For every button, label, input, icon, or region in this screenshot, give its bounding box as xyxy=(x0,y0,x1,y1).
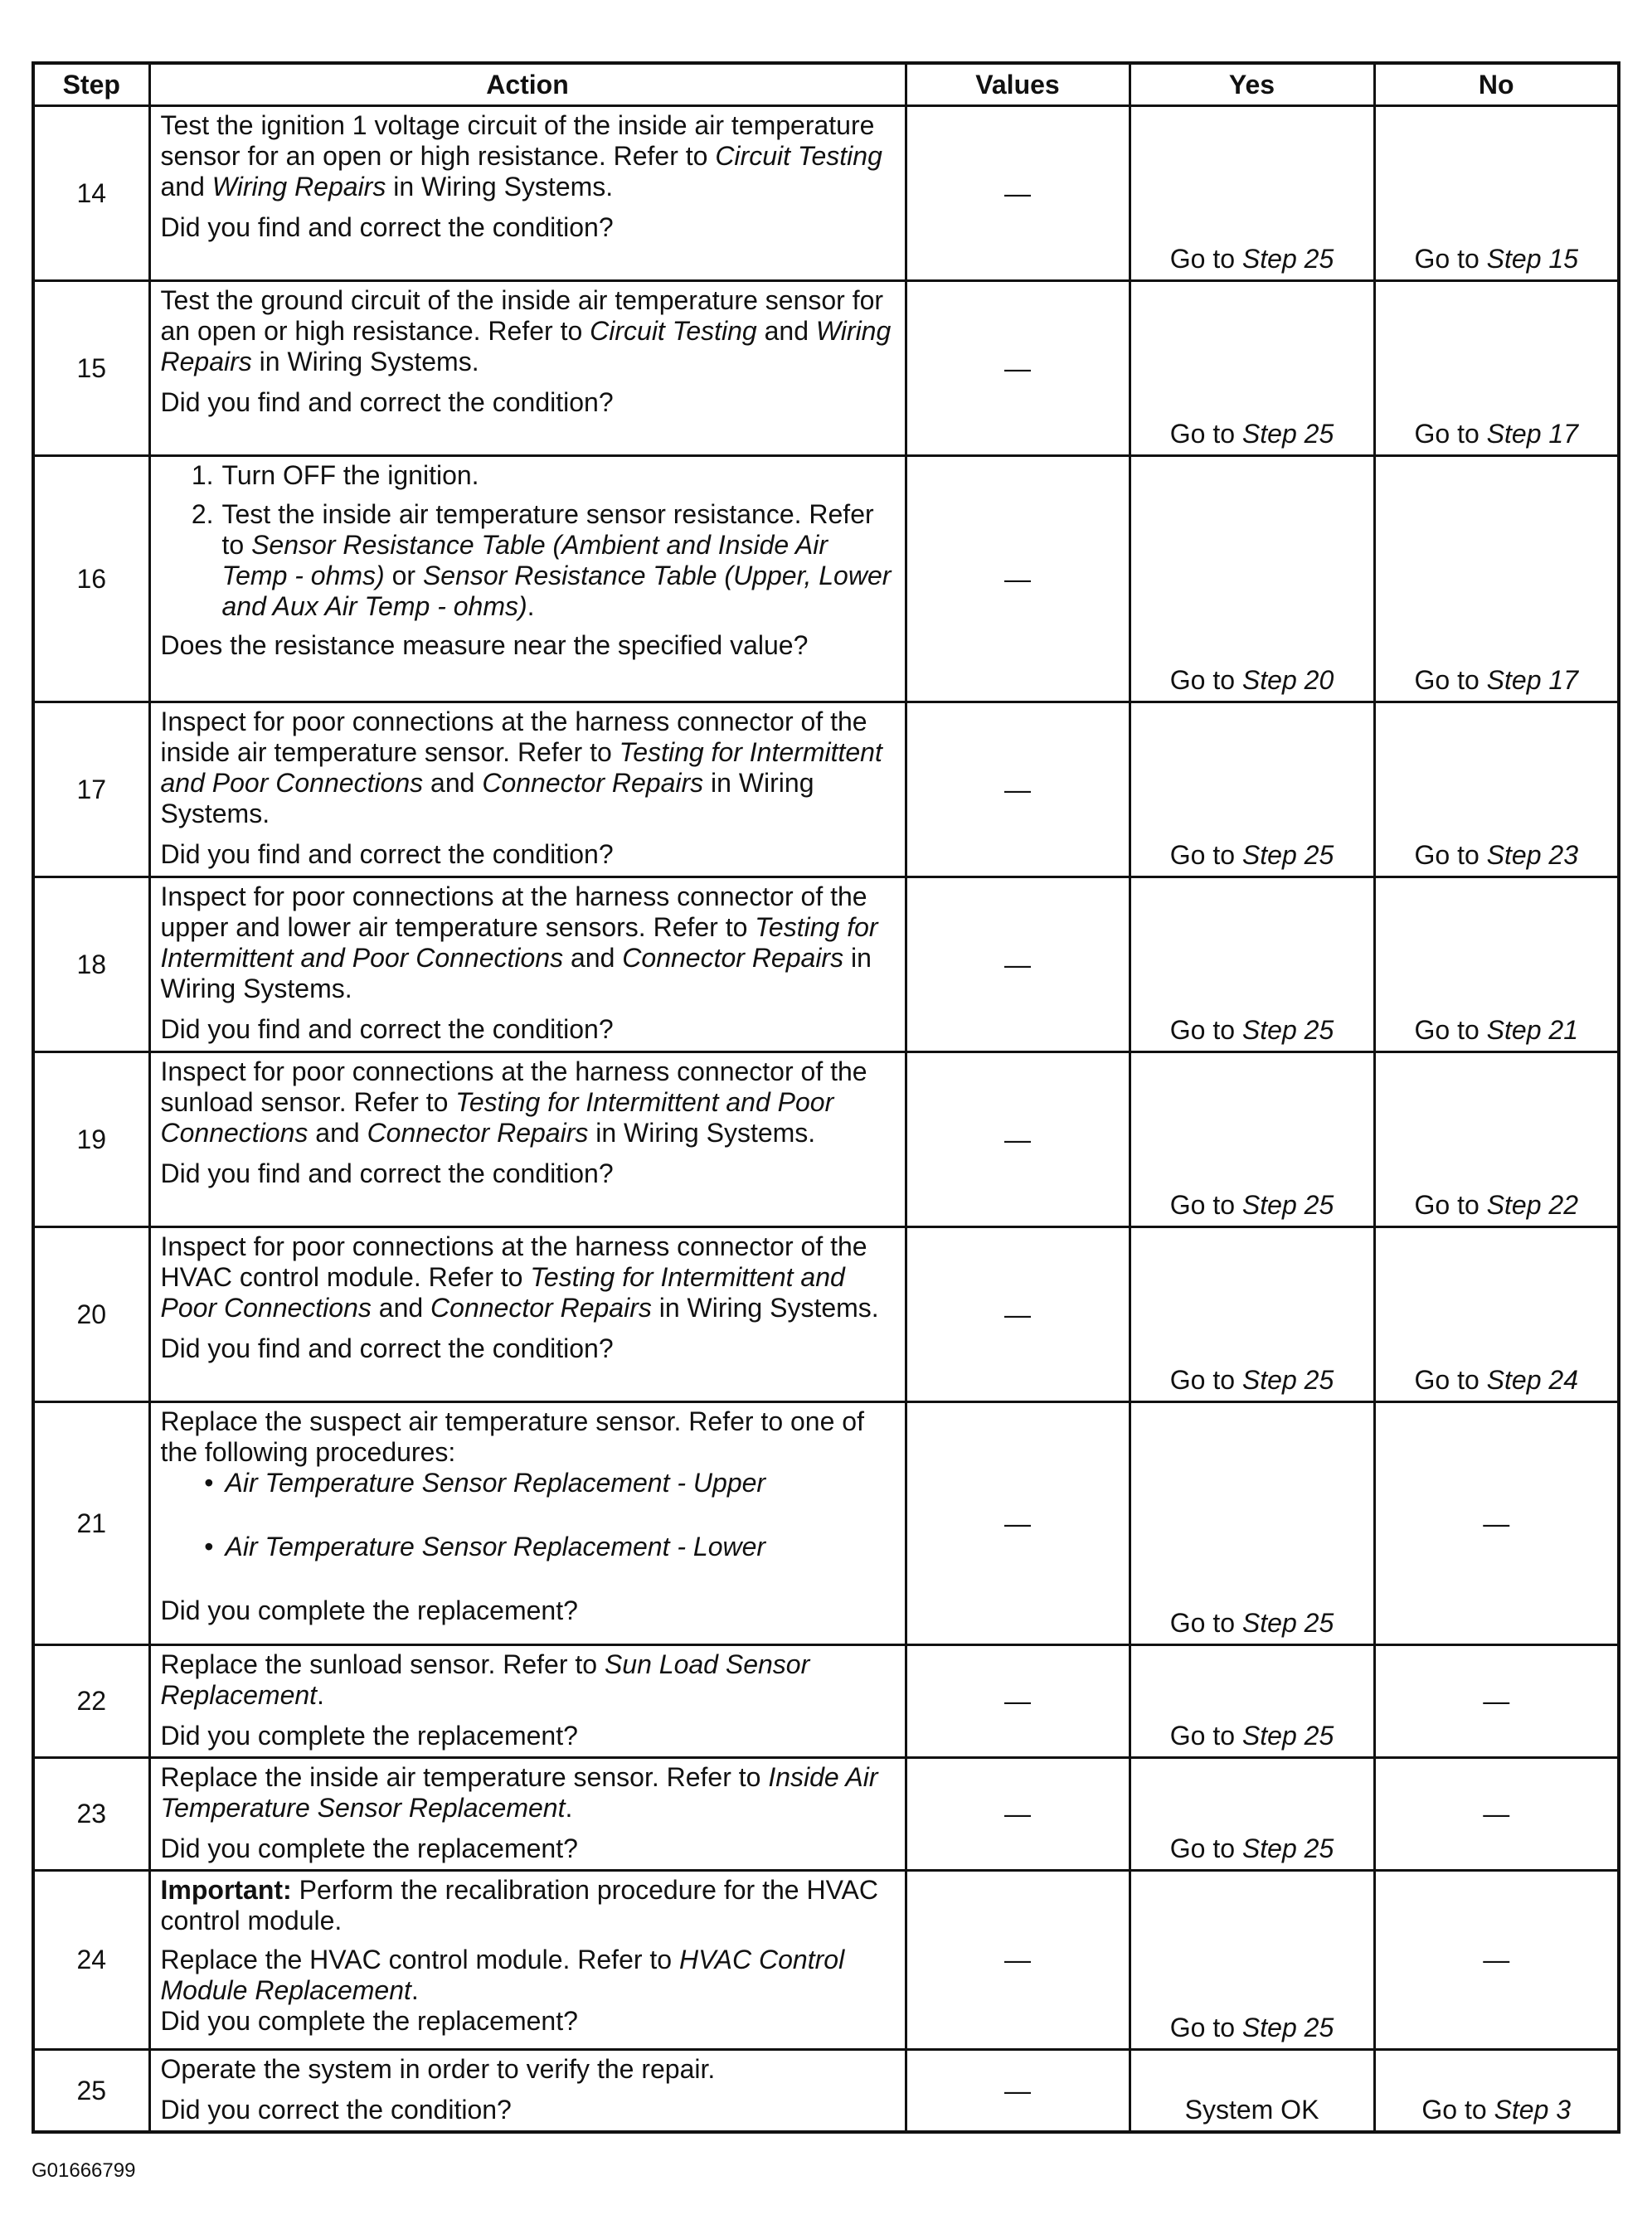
diagnostic-table xyxy=(32,61,1620,2134)
table-row xyxy=(33,456,1619,702)
value-cell: — xyxy=(906,877,1130,1052)
no-cell: Go to Step 22 xyxy=(1374,1052,1619,1227)
action-cell xyxy=(149,281,906,456)
table-row xyxy=(33,877,1619,1052)
no-cell: Go to Step 15 xyxy=(1374,106,1619,281)
step-number: 16 xyxy=(33,456,149,702)
yes-cell: Go to Step 25 xyxy=(1130,1645,1374,1758)
yes-cell: Go to Step 20 xyxy=(1130,456,1374,702)
action-question: Did you complete the replacement? xyxy=(160,1721,578,1751)
no-cell: — xyxy=(1374,1402,1619,1645)
value-cell: — xyxy=(906,456,1130,702)
list-item: 2. Test the inside air temperature sensor resistance. Refer to Sensor Resistance Table (Ambient and Inside Air Temp - ohms) or Sensor Resistance Table (Upper, Lower and Aux Air Temp - ohms). xyxy=(191,499,892,621)
table-row xyxy=(33,1227,1619,1402)
action-text: Test the ignition 1 voltage circuit of the inside air temperature sensor for an open or high resistance. Refer to Circuit Testing and Wiring Repairs in Wiring Systems. xyxy=(160,110,882,202)
yes-cell: Go to Step 25 xyxy=(1130,106,1374,281)
no-cell: Go to Step 23 xyxy=(1374,702,1619,877)
no-cell: Go to Step 21 xyxy=(1374,877,1619,1052)
yes-cell: Go to Step 25 xyxy=(1130,1402,1374,1645)
yes-cell: Go to Step 25 xyxy=(1130,1871,1374,2050)
table-row xyxy=(33,1402,1619,1645)
list-item: • Air Temperature Sensor Replacement - Upper xyxy=(204,1468,766,1498)
action-question: Did you find and correct the condition? xyxy=(160,839,614,869)
yes-cell: Go to Step 25 xyxy=(1130,702,1374,877)
value-cell: — xyxy=(906,106,1130,281)
value-cell: — xyxy=(906,1052,1130,1227)
action-cell xyxy=(149,1645,906,1758)
yes-cell: Go to Step 25 xyxy=(1130,1758,1374,1871)
yes-cell: System OK xyxy=(1130,2050,1374,2133)
value-cell: — xyxy=(906,281,1130,456)
action-text: Replace the HVAC control module. Refer to HVAC Control Module Replacement. xyxy=(160,1945,845,2005)
action-cell xyxy=(149,456,906,702)
numbered-steps xyxy=(161,460,895,622)
header-no: No xyxy=(1374,63,1619,106)
table-row xyxy=(33,281,1619,456)
header-yes: Yes xyxy=(1130,63,1374,106)
yes-cell: Go to Step 25 xyxy=(1130,1052,1374,1227)
step-number: 15 xyxy=(33,281,149,456)
action-text: Inspect for poor connections at the harness connector of the HVAC control module. Refer to Testing for Intermittent and Poor Connections and Connector Repairs in Wiring Systems. xyxy=(160,1231,879,1323)
action-text: Test the ground circuit of the inside air temperature sensor for an open or high resistance. Refer to Circuit Testing and Wiring Repairs in Wiring Systems. xyxy=(160,285,892,376)
table-row xyxy=(33,1758,1619,1871)
action-text: Inspect for poor connections at the harness connector of the sunload sensor. Refer to Testing for Intermittent and Poor Connections and Connector Repairs in Wiring Systems. xyxy=(160,1056,867,1148)
action-text: Inspect for poor connections at the harness connector of the upper and lower air temperature sensors. Refer to Testing for Intermittent and Poor Connections and Connector Repairs in Wiring Systems. xyxy=(160,881,878,1003)
value-cell: — xyxy=(906,2050,1130,2133)
table-row xyxy=(33,1871,1619,2050)
table-row xyxy=(33,1645,1619,1758)
no-cell: — xyxy=(1374,1871,1619,2050)
yes-cell: Go to Step 25 xyxy=(1130,1227,1374,1402)
value-cell: — xyxy=(906,1871,1130,2050)
value-cell: — xyxy=(906,1402,1130,1645)
step-number: 20 xyxy=(33,1227,149,1402)
action-question: Did you find and correct the condition? xyxy=(160,212,614,242)
action-text: Inspect for poor connections at the harness connector of the inside air temperature sensor. Refer to Testing for Intermittent and Poor Connections and Connector Repairs in Wiring Systems. xyxy=(160,707,882,828)
value-cell: — xyxy=(906,1758,1130,1871)
no-cell: Go to Step 17 xyxy=(1374,456,1619,702)
table-row xyxy=(33,1052,1619,1227)
list-item: • Air Temperature Sensor Replacement - Lower xyxy=(204,1532,766,1561)
action-text: Operate the system in order to verify the repair. xyxy=(160,2054,716,2084)
value-cell: — xyxy=(906,1645,1130,1758)
step-number: 14 xyxy=(33,106,149,281)
action-question: Did you complete the replacement? xyxy=(160,2006,578,2036)
value-cell: — xyxy=(906,1227,1130,1402)
action-text: Replace the suspect air temperature sensor. Refer to one of the following procedures: xyxy=(160,1406,864,1467)
action-question: Did you find and correct the condition? xyxy=(160,1158,614,1188)
value-cell: — xyxy=(906,702,1130,877)
header-action: Action xyxy=(149,63,906,106)
header-row xyxy=(33,63,1619,106)
action-text: Replace the inside air temperature sensor. Refer to Inside Air Temperature Sensor Replacement. xyxy=(160,1762,878,1823)
action-cell xyxy=(149,106,906,281)
no-cell: Go to Step 17 xyxy=(1374,281,1619,456)
no-cell: Go to Step 24 xyxy=(1374,1227,1619,1402)
table-row xyxy=(33,2050,1619,2133)
action-cell xyxy=(149,1402,906,1645)
step-number: 23 xyxy=(33,1758,149,1871)
action-question: Did you correct the condition? xyxy=(160,2095,512,2125)
step-number: 19 xyxy=(33,1052,149,1227)
no-cell: — xyxy=(1374,1758,1619,1871)
yes-cell: Go to Step 25 xyxy=(1130,281,1374,456)
action-cell xyxy=(149,1758,906,1871)
figure-id: G01666799 xyxy=(32,2159,136,2182)
step-number: 24 xyxy=(33,1871,149,2050)
step-number: 22 xyxy=(33,1645,149,1758)
action-question: Did you complete the replacement? xyxy=(160,1595,578,1625)
no-cell: — xyxy=(1374,1645,1619,1758)
yes-cell: Go to Step 25 xyxy=(1130,877,1374,1052)
header-step: Step xyxy=(33,63,149,106)
action-cell xyxy=(149,702,906,877)
action-text: Replace the sunload sensor. Refer to Sun Load Sensor Replacement. xyxy=(160,1649,810,1710)
action-cell xyxy=(149,2050,906,2133)
action-cell xyxy=(149,877,906,1052)
step-number: 25 xyxy=(33,2050,149,2133)
no-cell: Go to Step 3 xyxy=(1374,2050,1619,2133)
table-row xyxy=(33,106,1619,281)
action-question: Does the resistance measure near the specified value? xyxy=(160,630,809,660)
table-row xyxy=(33,702,1619,877)
list-item: 1. Turn OFF the ignition. xyxy=(191,460,479,490)
action-question: Did you find and correct the condition? xyxy=(160,387,614,417)
step-number: 17 xyxy=(33,702,149,877)
action-question: Did you complete the replacement? xyxy=(160,1833,578,1863)
bullet-list xyxy=(161,1468,895,1562)
action-cell xyxy=(149,1871,906,2050)
important-note: Important: Perform the recalibration procedure for the HVAC control module. xyxy=(160,1875,878,1935)
action-question: Did you find and correct the condition? xyxy=(160,1333,614,1363)
step-number: 21 xyxy=(33,1402,149,1645)
action-cell xyxy=(149,1227,906,1402)
header-values: Values xyxy=(906,63,1130,106)
action-cell xyxy=(149,1052,906,1227)
action-question: Did you find and correct the condition? xyxy=(160,1014,614,1044)
step-number: 18 xyxy=(33,877,149,1052)
